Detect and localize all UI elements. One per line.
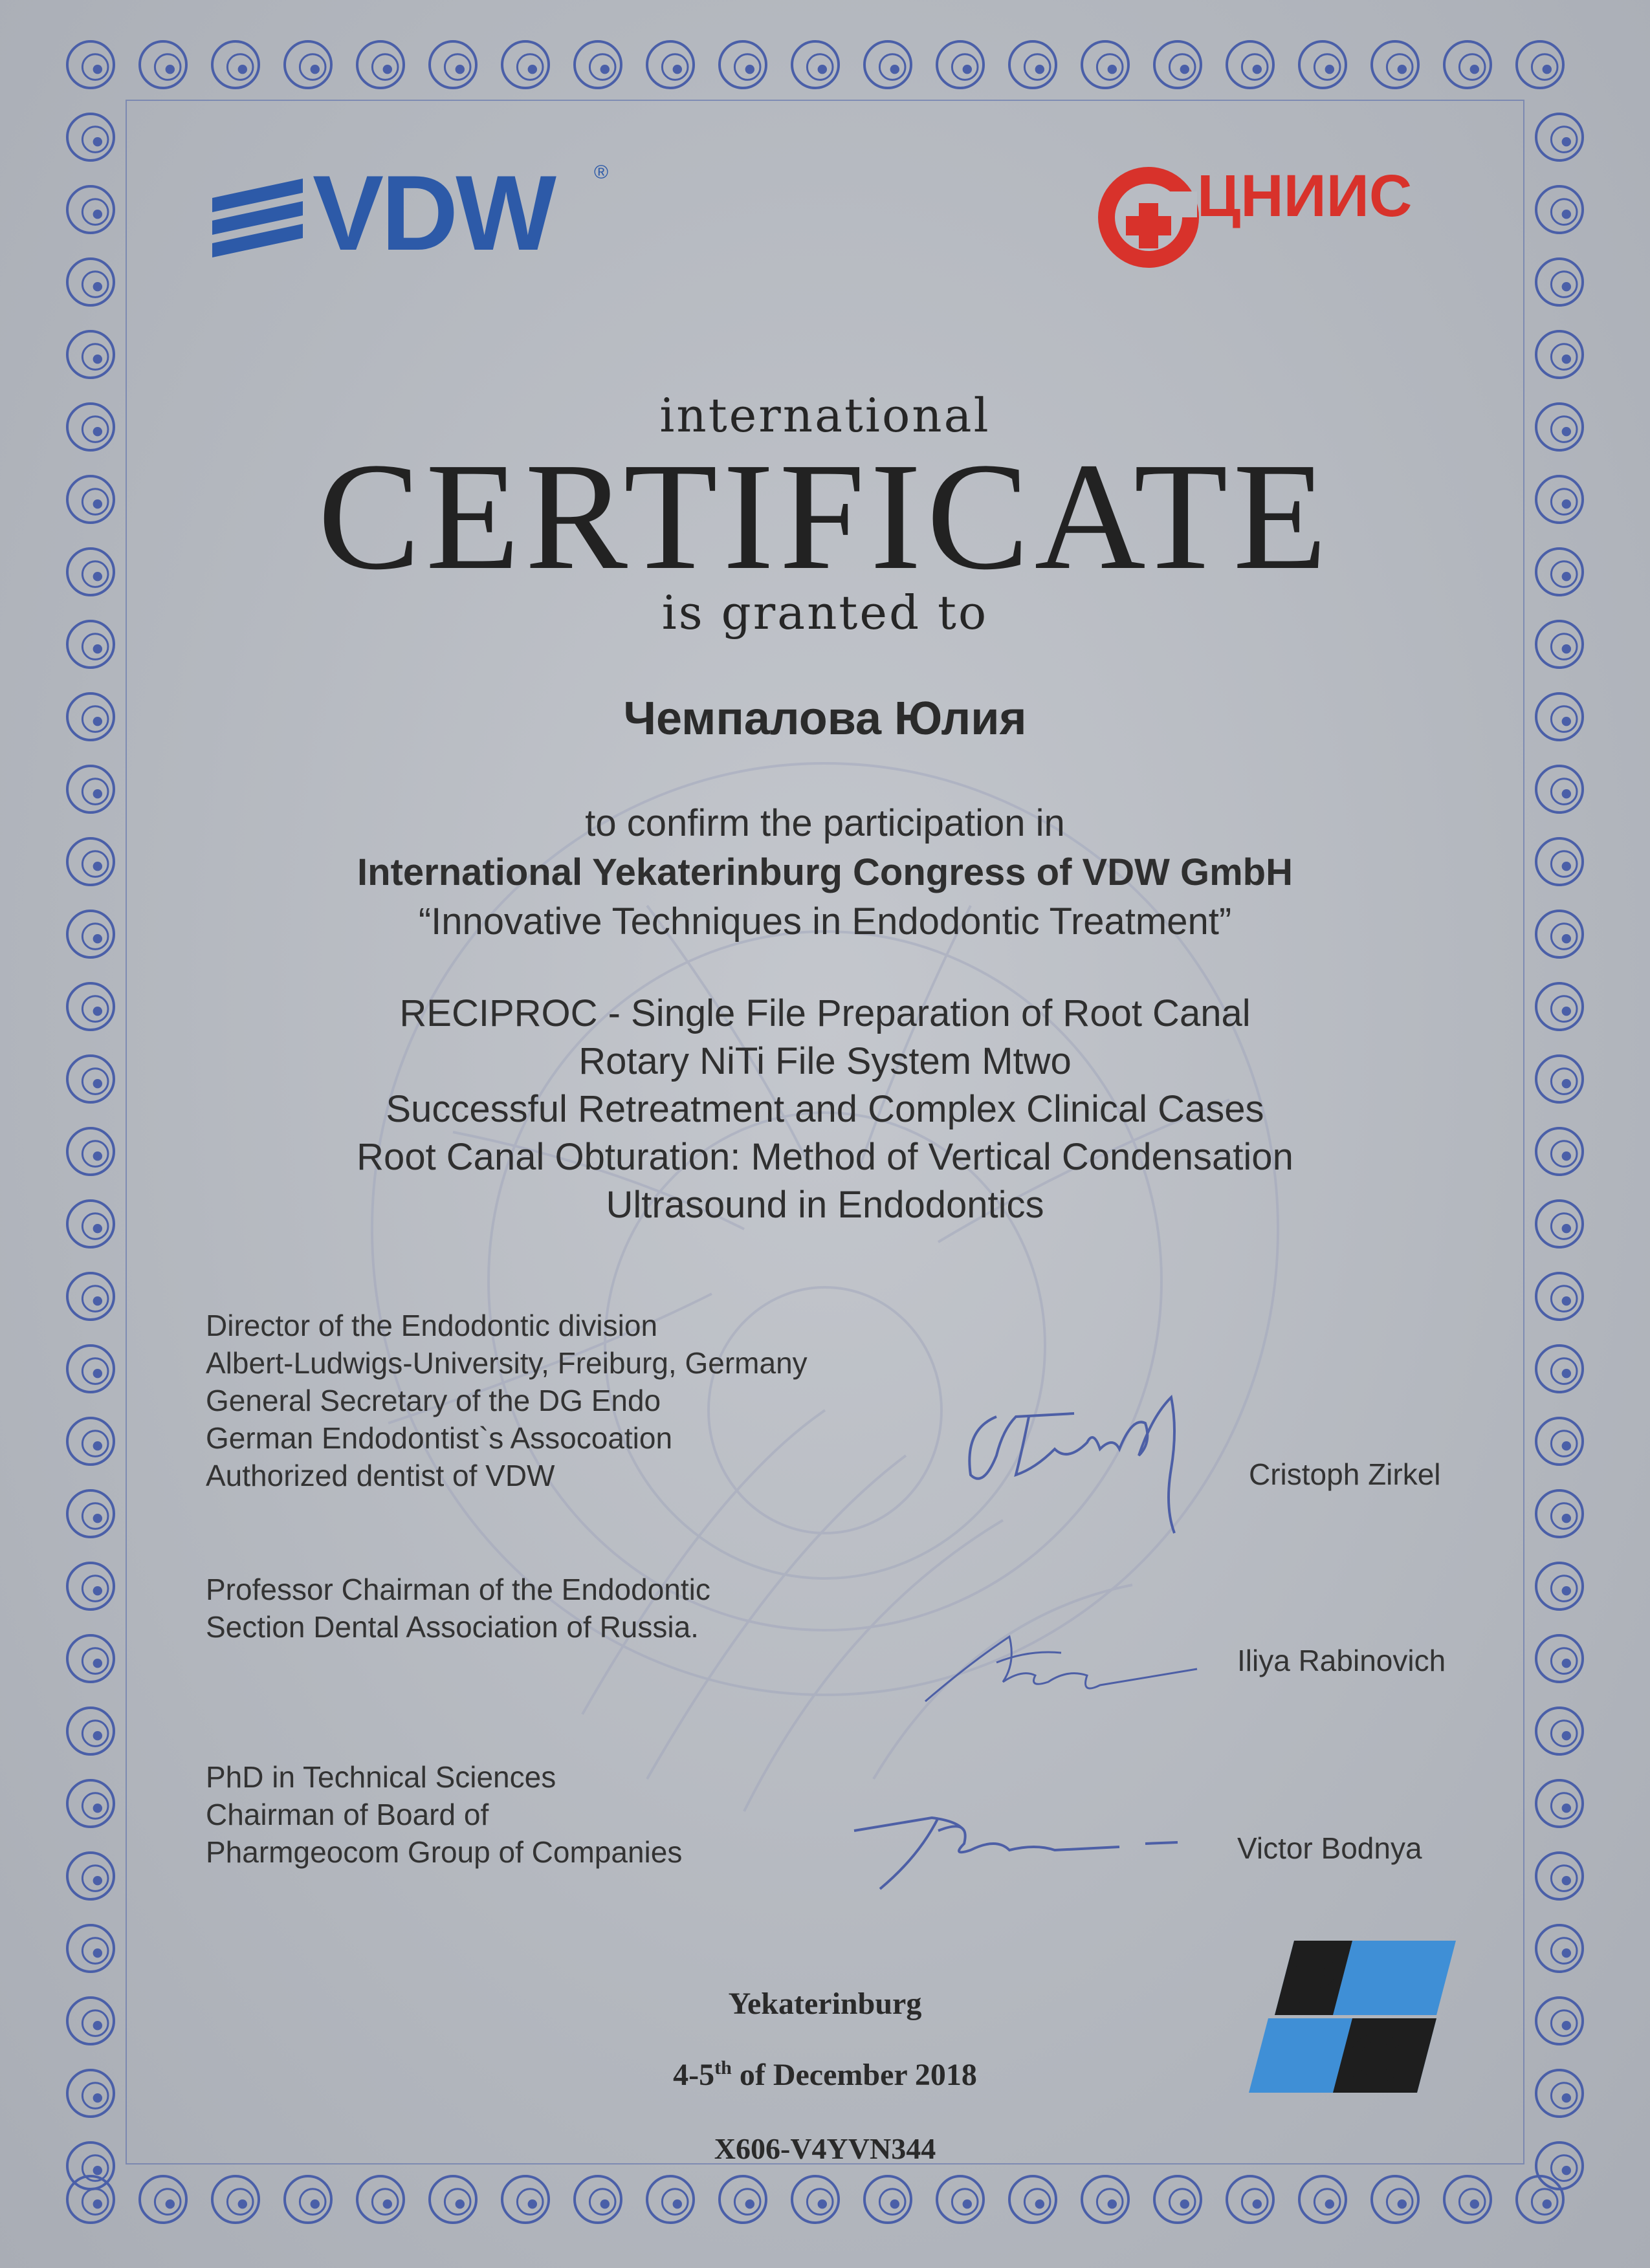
border-shell-ornament bbox=[502, 2176, 549, 2223]
signatory-3-title bbox=[206, 1758, 682, 1871]
border-shell-ornament bbox=[864, 2176, 911, 2223]
border-shell-ornament bbox=[67, 1708, 114, 1754]
border-shell-ornament bbox=[575, 2176, 621, 2223]
border-shell-ornament bbox=[1536, 1563, 1583, 1609]
city: Yekaterinburg bbox=[728, 1987, 922, 2021]
heading-granted: is granted to bbox=[661, 585, 989, 640]
border-shell-ornament bbox=[1536, 1418, 1583, 1465]
border-shell-ornament bbox=[1372, 2176, 1418, 2223]
border-shell-ornament bbox=[1536, 1635, 1583, 1682]
title-line: German Endodontist`s Assocoation bbox=[206, 1421, 673, 1455]
border-shell-ornament bbox=[67, 1635, 114, 1682]
border-shell-ornament bbox=[502, 41, 549, 88]
border-shell-ornament bbox=[647, 41, 694, 88]
svg-text:P: P bbox=[1288, 1941, 1336, 2021]
signature-zirkel bbox=[958, 1378, 1216, 1546]
confirm-line: to confirm the participation in bbox=[585, 802, 1065, 844]
border-shell-ornament bbox=[937, 2176, 984, 2223]
date-ordinal: th bbox=[714, 2057, 732, 2078]
cniis-logo bbox=[1094, 153, 1456, 269]
border-shell-ornament bbox=[1536, 1925, 1583, 1972]
vdw-logo bbox=[206, 153, 620, 263]
event-theme: “Innovative Techniques in Endodontic Treatment” bbox=[418, 900, 1232, 943]
svg-text:ЦНИИС: ЦНИИС bbox=[1197, 163, 1413, 229]
border-shell-ornament bbox=[1082, 2176, 1128, 2223]
date-month-year: of December 2018 bbox=[731, 2058, 977, 2092]
date-days: 4-5 bbox=[673, 2058, 715, 2092]
title-line: Section Dental Association of Russia. bbox=[206, 1610, 699, 1644]
title-line: PhD in Technical Sciences bbox=[206, 1760, 556, 1794]
border-shell-ornament bbox=[937, 41, 984, 88]
border-shell-ornament bbox=[1009, 2176, 1056, 2223]
title-line: Authorized dentist of VDW bbox=[206, 1459, 555, 1492]
border-shell-ornament bbox=[67, 41, 114, 88]
heading-certificate: CERTIFICATE bbox=[318, 431, 1332, 602]
topic-item: Ultrasound in Endodontics bbox=[606, 1184, 1044, 1226]
border-shell-ornament bbox=[1009, 41, 1056, 88]
title-line: Albert-Ludwigs-University, Freiburg, Germany bbox=[206, 1346, 808, 1380]
title-line: Director of the Endodontic division bbox=[206, 1309, 658, 1342]
border-shell-ornament bbox=[67, 331, 114, 378]
border-shell-ornament bbox=[1154, 2176, 1201, 2223]
border-shell-ornament bbox=[285, 41, 331, 88]
border-shell-ornament bbox=[357, 2176, 404, 2223]
border-shell-ornament bbox=[285, 2176, 331, 2223]
border-shell-ornament bbox=[1444, 41, 1491, 88]
signatory-1-name: Cristoph Zirkel bbox=[1249, 1457, 1441, 1491]
border-shell-ornament bbox=[67, 1273, 114, 1320]
border-shell-ornament bbox=[1536, 1346, 1583, 1392]
border-shell-ornament bbox=[1536, 114, 1583, 160]
participation-text bbox=[0, 799, 1650, 946]
pg-logo bbox=[1249, 1941, 1456, 2093]
signature-bodnya bbox=[841, 1792, 1204, 1895]
border-shell-ornament bbox=[1536, 1490, 1583, 1537]
border-shell-ornament bbox=[1227, 41, 1273, 88]
border-shell-ornament bbox=[67, 1346, 114, 1392]
topic-item: Root Canal Obturation: Method of Vertical Condensation bbox=[357, 1136, 1293, 1178]
topic-item: RECIPROC - Single File Preparation of Root Canal bbox=[399, 992, 1251, 1034]
border-shell-ornament bbox=[792, 2176, 839, 2223]
border-shell-ornament bbox=[1536, 1708, 1583, 1754]
border-shell-ornament bbox=[720, 41, 766, 88]
border-shell-ornament bbox=[67, 1853, 114, 1899]
border-shell-ornament bbox=[1372, 41, 1418, 88]
border-shell-ornament bbox=[1444, 2176, 1491, 2223]
border-shell-ornament bbox=[1536, 259, 1583, 305]
signatory-3-name: Victor Bodnya bbox=[1237, 1831, 1422, 1865]
svg-text:G: G bbox=[1346, 2019, 1402, 2093]
border-shell-ornament bbox=[1536, 1273, 1583, 1320]
signatory-1-title bbox=[206, 1307, 808, 1494]
border-shell-ornament bbox=[864, 41, 911, 88]
border-shell-ornament bbox=[1082, 41, 1128, 88]
certificate-code: X606-V4YVN344 bbox=[714, 2132, 936, 2165]
border-shell-ornament bbox=[1299, 2176, 1346, 2223]
border-shell-ornament bbox=[67, 1780, 114, 1827]
border-shell-ornament bbox=[1536, 1853, 1583, 1899]
border-shell-ornament bbox=[575, 41, 621, 88]
border-shell-ornament bbox=[1227, 2176, 1273, 2223]
border-shell-ornament bbox=[1536, 331, 1583, 378]
border-shell-ornament bbox=[430, 41, 476, 88]
border-shell-ornament bbox=[1517, 41, 1563, 88]
svg-text:®: ® bbox=[594, 162, 609, 183]
border-shell-ornament bbox=[67, 1490, 114, 1537]
title-line: Professor Chairman of the Endodontic bbox=[206, 1573, 710, 1606]
border-shell-ornament bbox=[1536, 1780, 1583, 1827]
border-shell-ornament bbox=[67, 1418, 114, 1465]
border-shell-ornament bbox=[1299, 41, 1346, 88]
title-line: Chairman of Board of bbox=[206, 1798, 489, 1831]
border-shell-ornament bbox=[212, 2176, 259, 2223]
signature-rabinovich bbox=[919, 1624, 1204, 1714]
border-shell-ornament bbox=[67, 259, 114, 305]
signatory-2-title bbox=[206, 1571, 710, 1646]
topic-item: Successful Retreatment and Complex Clinical Cases bbox=[386, 1088, 1264, 1130]
border-shell-ornament bbox=[67, 1563, 114, 1609]
border-shell-ornament bbox=[430, 2176, 476, 2223]
border-shell-ornament bbox=[140, 41, 186, 88]
event-name: International Yekaterinburg Congress of VDW GmbH bbox=[357, 851, 1293, 893]
topic-item: Rotary NiTi File System Mtwo bbox=[578, 1040, 1072, 1082]
signatory-2-name: Iliya Rabinovich bbox=[1237, 1644, 1446, 1677]
border-shell-ornament bbox=[792, 41, 839, 88]
border-shell-ornament bbox=[647, 2176, 694, 2223]
border-shell-ornament bbox=[140, 2176, 186, 2223]
border-shell-ornament bbox=[1517, 2176, 1563, 2223]
border-shell-ornament bbox=[212, 41, 259, 88]
border-shell-ornament bbox=[1154, 41, 1201, 88]
svg-text:VDW: VDW bbox=[313, 153, 554, 263]
topics-list bbox=[0, 990, 1650, 1229]
heading-international: international bbox=[659, 388, 991, 442]
border-shell-ornament bbox=[357, 41, 404, 88]
border-shell-ornament bbox=[720, 2176, 766, 2223]
border-shell-ornament bbox=[67, 1925, 114, 1972]
border-shell-ornament bbox=[67, 186, 114, 233]
title-line: Pharmgeocom Group of Companies bbox=[206, 1835, 683, 1869]
border-shell-ornament bbox=[67, 114, 114, 160]
border-shell-ornament bbox=[1536, 186, 1583, 233]
recipient-name: Чемпалова Юлия bbox=[623, 693, 1027, 745]
title-line: General Secretary of the DG Endo bbox=[206, 1384, 661, 1417]
